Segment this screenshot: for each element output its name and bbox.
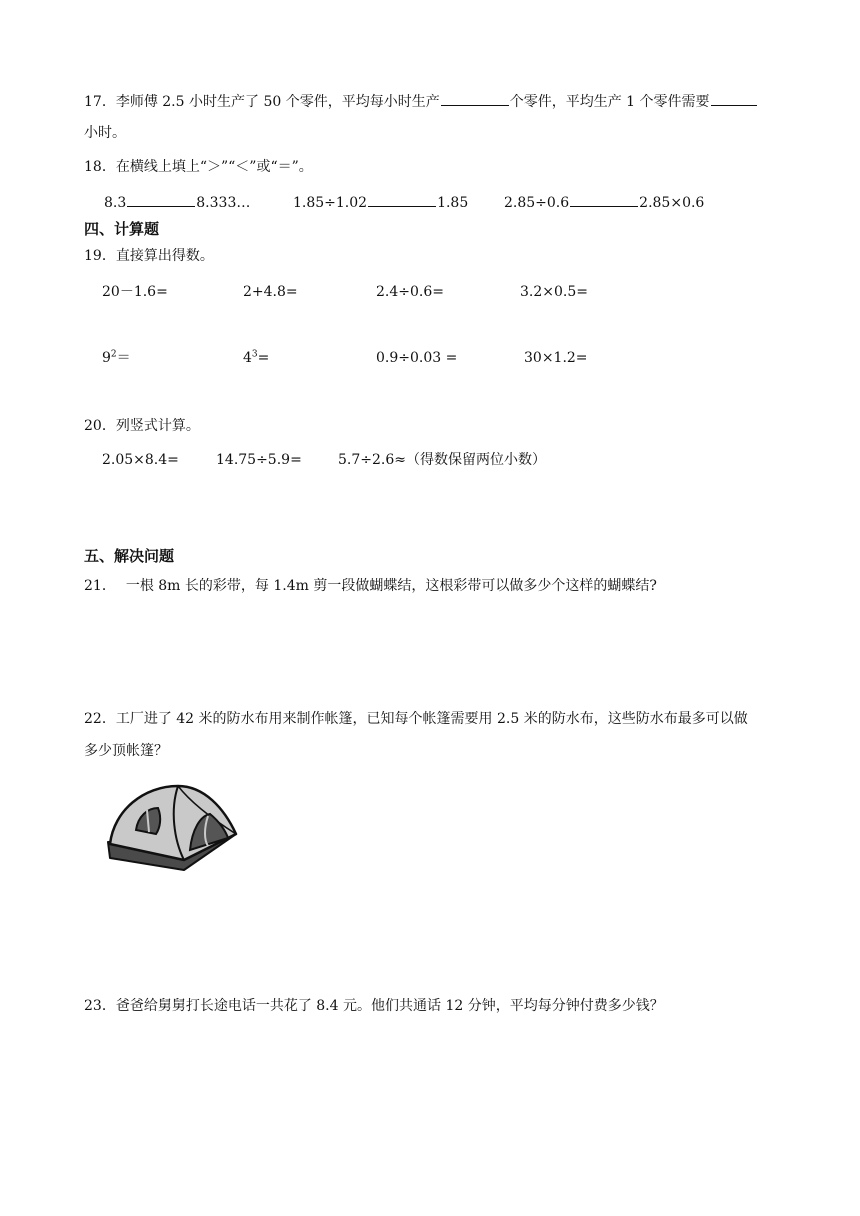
answer-blank[interactable] bbox=[441, 91, 509, 106]
power-exponent: 2 bbox=[110, 349, 117, 360]
question-number: 21． bbox=[84, 578, 116, 594]
compare-right: 2.85×0.6 bbox=[639, 195, 705, 211]
compare-item bbox=[293, 192, 468, 213]
mental-math-item: 30×1.2= bbox=[524, 350, 588, 366]
question-text: 一根 8m 长的彩带，每 1.4m 剪一段做蝴蝶结，这根彩带可以做多少个这样的蝴蝶结? bbox=[125, 578, 657, 594]
question-text: 多少顶帐篷？ bbox=[84, 743, 168, 759]
mental-math-item: 2.4÷0.6= bbox=[376, 284, 444, 300]
power-exponent: 3 bbox=[251, 349, 258, 360]
question-17-continued bbox=[84, 123, 126, 143]
question-22 bbox=[84, 709, 748, 729]
question-number: 19． bbox=[84, 248, 116, 264]
question-text: 爸爸给舅舅打长途电话一共花了 8.4 元。他们共通话 12 分钟，平均每分钟付费多少钱？ bbox=[115, 998, 664, 1014]
question-21 bbox=[84, 576, 657, 596]
question-19 bbox=[84, 246, 214, 266]
mental-math-item: 3.2×0.5= bbox=[520, 284, 588, 300]
power-base: 9 bbox=[102, 350, 111, 366]
compare-item bbox=[504, 192, 704, 213]
mental-math-item bbox=[102, 348, 131, 368]
mental-math-item: 2+4.8= bbox=[243, 284, 298, 300]
compare-left: 1.85÷1.02 bbox=[293, 195, 368, 211]
equals-sign: = bbox=[257, 350, 270, 366]
question-23 bbox=[84, 996, 664, 1016]
compare-blank[interactable] bbox=[127, 192, 195, 207]
question-text: 工厂进了 42 米的防水布用来制作帐篷，已知每个帐篷需要用 2.5 米的防水布，这些防水布最多可以做 bbox=[115, 711, 748, 727]
question-number: 23． bbox=[84, 998, 116, 1014]
question-22-continued bbox=[84, 741, 168, 761]
vertical-calc-item: 5.7÷2.6≈（得数保留两位小数） bbox=[338, 452, 546, 468]
question-18 bbox=[84, 157, 313, 177]
power-base: 4 bbox=[243, 350, 252, 366]
question-text: 在横线上填上“＞”“＜”或“＝”。 bbox=[115, 159, 313, 175]
mental-math-item: 20－1.6= bbox=[102, 284, 168, 300]
question-number: 22． bbox=[84, 711, 116, 727]
question-number: 18． bbox=[84, 159, 116, 175]
question-text: 个零件，平均生产 1 个零件需要 bbox=[509, 94, 710, 110]
tent-icon bbox=[104, 780, 240, 872]
compare-blank[interactable] bbox=[570, 192, 638, 207]
question-text: 直接算出得数。 bbox=[115, 248, 214, 264]
mental-math-item: 0.9÷0.03 = bbox=[376, 350, 458, 366]
question-number: 17． bbox=[84, 94, 116, 110]
question-20 bbox=[84, 416, 200, 436]
mental-math-item bbox=[243, 348, 269, 368]
question-text: 列竖式计算。 bbox=[115, 418, 200, 434]
question-text: 李师傅 2.5 小时生产了 50 个零件，平均每小时生产 bbox=[115, 94, 440, 110]
compare-left: 8.3 bbox=[104, 195, 127, 211]
compare-item bbox=[104, 192, 250, 213]
question-text: 小时。 bbox=[84, 125, 126, 141]
equals-sign: ＝ bbox=[116, 350, 131, 366]
compare-blank[interactable] bbox=[368, 192, 436, 207]
question-number: 20． bbox=[84, 418, 116, 434]
vertical-calc-item: 14.75÷5.9= bbox=[216, 452, 302, 468]
vertical-calc-item: 2.05×8.4= bbox=[102, 452, 179, 468]
question-17 bbox=[84, 91, 758, 112]
section-heading-calculation: 四、计算题 bbox=[84, 220, 160, 238]
compare-left: 2.85÷0.6 bbox=[504, 195, 570, 211]
compare-right: 1.85 bbox=[437, 195, 469, 211]
answer-blank[interactable] bbox=[711, 91, 757, 106]
section-heading-problem-solving: 五、解决问题 bbox=[84, 547, 175, 565]
compare-right: 8.333… bbox=[196, 195, 251, 211]
